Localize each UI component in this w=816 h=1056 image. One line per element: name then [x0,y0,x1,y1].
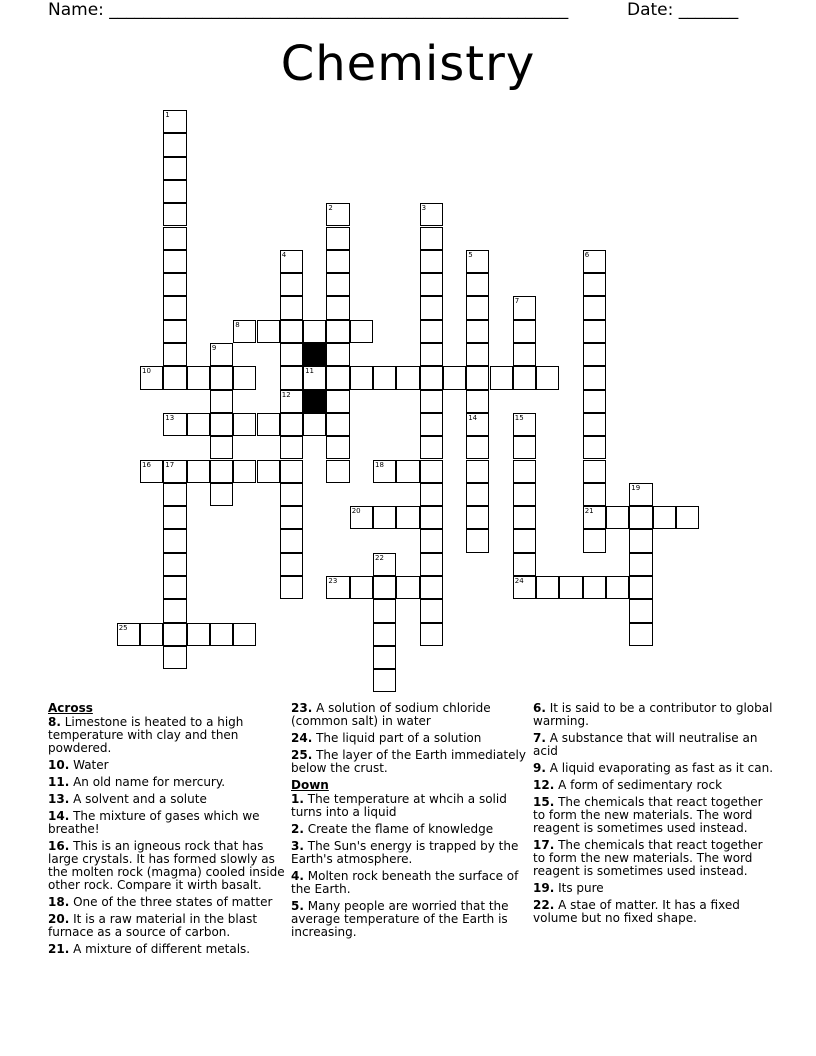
crossword-cell[interactable] [233,623,256,646]
crossword-cell[interactable] [536,366,559,389]
crossword-cell[interactable] [163,599,186,622]
crossword-cell[interactable] [513,366,536,389]
crossword-cell[interactable] [163,320,186,343]
crossword-cell[interactable] [513,343,536,366]
clue-number: 25 [118,623,128,632]
clue-number: 14 [468,413,478,422]
crossword-cell[interactable] [513,529,536,552]
clue-item [291,900,531,939]
crossword-cell[interactable] [396,576,419,599]
clue-text: Water [73,758,109,772]
crossword-cell[interactable] [583,390,606,413]
crossword-cell[interactable] [583,250,606,273]
clue-number-label: 7. [533,731,546,745]
crossword-cell[interactable] [536,576,559,599]
crossword-cell[interactable] [420,576,443,599]
clue-item [533,882,773,895]
clue-item [291,749,531,775]
crossword-cell[interactable] [443,366,466,389]
crossword-cell[interactable] [163,133,186,156]
crossword-cell[interactable] [163,203,186,226]
crossword-cell[interactable] [420,390,443,413]
crossword-cell[interactable] [163,576,186,599]
clue-number: 7 [514,297,520,306]
crossword-cell[interactable] [303,320,326,343]
crossword-cell[interactable] [233,320,256,343]
crossword-cell[interactable] [210,623,233,646]
crossword-cell[interactable] [350,576,373,599]
crossword-cell[interactable] [373,669,396,692]
clue-item [48,776,288,789]
crossword-cell[interactable] [187,460,210,483]
crossword-cell[interactable] [257,320,280,343]
crossword-cell[interactable] [163,506,186,529]
clue-text: The temperature at whcih a solid turns into a liquid [291,792,507,819]
crossword-cell[interactable] [163,623,186,646]
clue-text: The layer of the Earth immediately below the crust. [291,748,526,775]
clue-number: 21 [584,507,594,516]
crossword-cell[interactable] [653,506,676,529]
crossword-cell[interactable] [140,460,163,483]
crossword-cell[interactable] [420,623,443,646]
clue-item [48,793,288,806]
crossword-cell[interactable] [583,366,606,389]
crossword-cell[interactable] [280,553,303,576]
crossword-cell[interactable] [629,576,652,599]
crossword-cell[interactable] [210,460,233,483]
crossword-cell[interactable] [326,273,349,296]
crossword-cell[interactable] [233,366,256,389]
crossword-cell[interactable] [420,250,443,273]
crossword-cell[interactable] [210,483,233,506]
crossword-cell[interactable] [280,250,303,273]
clue-number-label: 16. [48,839,70,853]
crossword-cell[interactable] [583,576,606,599]
crossword-cell[interactable] [163,273,186,296]
crossword-cell[interactable] [210,366,233,389]
clue-number: 1 [165,111,170,119]
clue-item [291,793,531,819]
clue-number-label: 15. [533,795,555,809]
clue-text: The chemicals that react together to form the new materials. The word reagent is sometimes used instead. [533,838,763,878]
crossword-cell[interactable] [606,576,629,599]
crossword-cell[interactable] [280,483,303,506]
crossword-cell[interactable] [420,506,443,529]
crossword-cell[interactable] [303,366,326,389]
crossword-cell[interactable] [583,273,606,296]
crossword-cell[interactable] [326,343,349,366]
crossword-cell[interactable] [326,250,349,273]
crossword-cell[interactable] [396,460,419,483]
clue-text: It is a raw material in the blast furnace as a source of carbon. [48,912,258,939]
clue-text: Create the flame of knowledge [307,822,494,836]
crossword-cell[interactable] [466,250,489,273]
clue-number: 8 [235,320,240,329]
crossword-cell[interactable] [466,296,489,319]
clue-number-label: 25. [291,748,313,762]
crossword-cell[interactable] [117,623,140,646]
clue-item [291,823,531,836]
clue-number: 22 [375,553,384,562]
clue-text: A form of sedimentary rock [558,778,723,792]
clue-text: Molten rock beneath the surface of the Earth. [291,869,519,896]
across-heading: Across [48,701,93,715]
crossword-cell[interactable] [583,529,606,552]
crossword-cell[interactable] [326,320,349,343]
clue-number: 16 [142,460,151,469]
date-field[interactable]: Date: _______ [627,0,739,20]
crossword-cell[interactable] [163,180,186,203]
crossword-cell[interactable] [187,413,210,436]
clue-item [533,839,773,878]
clue-number-label: 4. [291,869,304,883]
clue-item [48,896,288,909]
clue-number-label: 11. [48,775,70,789]
crossword-cell[interactable] [326,436,349,459]
clue-number: 20 [351,507,361,516]
clue-number: 4 [281,250,287,259]
crossword-cell[interactable] [420,436,443,459]
clue-item [533,702,773,728]
crossword-cell[interactable] [466,320,489,343]
down-heading: Down [291,778,329,792]
name-field[interactable]: Name: ______________________________________________________ [48,0,569,20]
crossword-cell[interactable] [420,366,443,389]
crossword-cell[interactable] [629,623,652,646]
clue-number-label: 10. [48,758,70,772]
clue-number: 3 [421,204,427,213]
crossword-cell[interactable] [513,436,536,459]
crossword-cell[interactable] [163,366,186,389]
clue-item [48,810,288,836]
clue-number: 17 [165,460,175,469]
crossword-cell[interactable] [280,390,303,413]
crossword-cell[interactable] [163,227,186,250]
clue-number: 15 [514,413,524,422]
crossword-cell[interactable] [373,460,396,483]
crossword-cell[interactable] [326,413,349,436]
clue-text: A liquid evaporating as fast as it can. [549,761,774,775]
crossword-cell[interactable] [326,460,349,483]
crossword-cell[interactable] [583,413,606,436]
crossword-cell[interactable] [513,483,536,506]
clue-number-label: 18. [48,895,70,909]
crossword-cell[interactable] [373,366,396,389]
clue-column-2 [291,702,531,943]
crossword-cell[interactable] [583,460,606,483]
clue-text: The liquid part of a solution [316,731,482,745]
crossword-cell[interactable] [257,460,280,483]
crossword-cell[interactable] [513,576,536,599]
crossword-black-square [303,390,326,413]
crossword-cell[interactable] [163,646,186,669]
crossword-cell[interactable] [583,296,606,319]
clue-item [48,840,288,892]
crossword-cell[interactable] [466,529,489,552]
crossword-black-square [303,343,326,366]
crossword-cell[interactable] [420,529,443,552]
crossword-cell[interactable] [326,576,349,599]
crossword-cell[interactable] [280,343,303,366]
clue-number: 9 [211,344,217,352]
clue-text: Its pure [558,881,604,895]
crossword-cell[interactable] [280,506,303,529]
crossword-cell[interactable] [373,599,396,622]
clue-text: It is said to be a contributor to global warming. [533,701,773,728]
crossword-cell[interactable] [373,623,396,646]
clue-text: The Sun's energy is trapped by the Earth's atmosphere. [291,839,519,866]
clue-number: 10 [142,367,151,376]
clue-number-label: 5. [291,899,304,913]
crossword-cell[interactable] [350,366,373,389]
crossword-cell[interactable] [396,366,419,389]
clue-text: The chemicals that react together to form the new materials. The word reagent is sometimes used instead. [533,795,763,835]
clue-text: Many people are worried that the average temperature of the Earth is increasing. [291,899,509,939]
clue-item [291,702,531,728]
crossword-cell[interactable] [163,553,186,576]
clue-text: An old name for mercury. [73,775,226,789]
clue-number-label: 2. [291,822,304,836]
clue-number: 24 [514,577,524,585]
crossword-cell[interactable] [326,203,349,226]
crossword-cell[interactable] [326,366,349,389]
crossword-cell[interactable] [280,436,303,459]
crossword-cell[interactable] [257,413,280,436]
clue-number-label: 23. [291,701,313,715]
clue-item [291,840,531,866]
clue-item [533,762,773,775]
crossword-cell[interactable] [583,506,606,529]
crossword-cell[interactable] [163,110,186,133]
crossword-cell[interactable] [163,343,186,366]
crossword-cell[interactable] [373,576,396,599]
crossword-cell[interactable] [187,623,210,646]
clue-number: 6 [584,250,590,259]
crossword-cell[interactable] [350,506,373,529]
crossword-cell[interactable] [513,553,536,576]
crossword-cell[interactable] [163,157,186,180]
clue-item [533,796,773,835]
crossword-cell[interactable] [420,460,443,483]
clue-number-label: 3. [291,839,304,853]
crossword-cell[interactable] [559,576,582,599]
clue-column-3 [533,702,773,929]
crossword-cell[interactable] [373,506,396,529]
clue-item [48,716,288,755]
clue-text: A mixture of different metals. [73,942,251,956]
crossword-cell[interactable] [280,320,303,343]
crossword-cell[interactable] [280,366,303,389]
clue-text: A solvent and a solute [73,792,207,806]
clue-number-label: 1. [291,792,304,806]
crossword-cell[interactable] [280,460,303,483]
crossword-cell[interactable] [326,227,349,250]
crossword-cell[interactable] [326,296,349,319]
clue-number: 12 [281,390,291,399]
crossword-cell[interactable] [420,296,443,319]
crossword-cell[interactable] [420,343,443,366]
clue-number: 13 [165,413,175,422]
crossword-cell[interactable] [163,529,186,552]
crossword-cell[interactable] [326,390,349,413]
crossword-cell[interactable] [629,483,652,506]
crossword-cell[interactable] [583,483,606,506]
crossword-cell[interactable] [466,506,489,529]
clue-item [533,899,773,925]
crossword-cell[interactable] [163,413,186,436]
crossword-cell[interactable] [629,553,652,576]
crossword-cell[interactable] [373,646,396,669]
crossword-cell[interactable] [280,273,303,296]
clue-text: A stae of matter. It has a fixed volume but no fixed shape. [533,898,740,925]
crossword-cell[interactable] [233,460,256,483]
crossword-cell[interactable] [187,366,210,389]
crossword-cell[interactable] [629,506,652,529]
crossword-cell[interactable] [163,460,186,483]
clue-number-label: 24. [291,731,313,745]
crossword-cell[interactable] [420,553,443,576]
crossword-cell[interactable] [583,436,606,459]
crossword-cell[interactable] [210,390,233,413]
crossword-cell[interactable] [466,483,489,506]
clue-number-label: 8. [48,715,61,729]
crossword-cell[interactable] [420,483,443,506]
crossword-cell[interactable] [513,506,536,529]
clue-number: 5 [468,250,473,259]
crossword-cell[interactable] [303,413,326,436]
crossword-cell[interactable] [466,436,489,459]
crossword-cell[interactable] [583,343,606,366]
crossword-cell[interactable] [420,227,443,250]
clue-number-label: 14. [48,809,70,823]
clue-item [291,732,531,745]
clue-number: 18 [375,460,384,469]
crossword-cell[interactable] [629,599,652,622]
clue-number: 23 [328,577,338,585]
crossword-cell[interactable] [280,413,303,436]
crossword-cell[interactable] [420,320,443,343]
crossword-cell[interactable] [163,483,186,506]
page-title: Chemistry [280,36,536,92]
crossword-cell[interactable] [420,203,443,226]
clue-number: 19 [631,483,641,492]
clue-item [48,913,288,939]
crossword-cell[interactable] [233,413,256,436]
crossword-cell[interactable] [513,320,536,343]
clue-number-label: 21. [48,942,70,956]
crossword-cell[interactable] [466,390,489,413]
crossword-cell[interactable] [466,366,489,389]
clue-number-label: 20. [48,912,70,926]
clue-text: One of the three states of matter [73,895,273,909]
crossword-cell[interactable] [163,250,186,273]
clue-text: Limestone is heated to a high temperature with clay and then powdered. [48,715,244,755]
clue-number-label: 6. [533,701,546,715]
clue-item [533,779,773,792]
crossword-cell[interactable] [373,553,396,576]
crossword-cell[interactable] [280,576,303,599]
clue-number-label: 17. [533,838,555,852]
clue-number: 2 [328,204,333,213]
crossword-cell[interactable] [606,506,629,529]
crossword-cell[interactable] [513,296,536,319]
crossword-cell[interactable] [420,413,443,436]
crossword-cell[interactable] [466,273,489,296]
clue-text: A substance that will neutralise an acid [533,731,758,758]
crossword-cell[interactable] [210,413,233,436]
crossword-cell[interactable] [350,320,373,343]
crossword-cell[interactable] [280,296,303,319]
crossword-cell[interactable] [163,296,186,319]
crossword-cell[interactable] [210,436,233,459]
crossword-cell[interactable] [466,460,489,483]
crossword-cell[interactable] [280,529,303,552]
crossword-cell[interactable] [466,343,489,366]
clue-number-label: 12. [533,778,555,792]
crossword-cell[interactable] [490,366,513,389]
clue-column-1 [48,702,288,960]
clue-number-label: 19. [533,881,555,895]
clue-number-label: 13. [48,792,70,806]
clue-text: This is an igneous rock that has large crystals. It has formed slowly as the molten rock (magma) cooled inside other rock. Compare it wirth basalt. [48,839,285,892]
crossword-cell[interactable] [513,460,536,483]
crossword-cell[interactable] [420,599,443,622]
crossword-cell[interactable] [513,413,536,436]
clue-text: The mixture of gases which we breathe! [48,809,260,836]
crossword-cell[interactable] [583,320,606,343]
clue-item [533,732,773,758]
crossword-cell[interactable] [210,343,233,366]
crossword-cell[interactable] [420,273,443,296]
crossword-cell[interactable] [629,529,652,552]
clue-item [48,759,288,772]
crossword-cell[interactable] [466,413,489,436]
crossword-cell[interactable] [396,506,419,529]
crossword-cell[interactable] [676,506,699,529]
crossword-cell[interactable] [140,623,163,646]
clue-item [48,943,288,956]
clue-number-label: 22. [533,898,555,912]
clue-number: 11 [305,367,315,376]
clue-number-label: 9. [533,761,546,775]
clue-text: A solution of sodium chloride (common salt) in water [291,701,491,728]
crossword-cell[interactable] [140,366,163,389]
clue-item [291,870,531,896]
